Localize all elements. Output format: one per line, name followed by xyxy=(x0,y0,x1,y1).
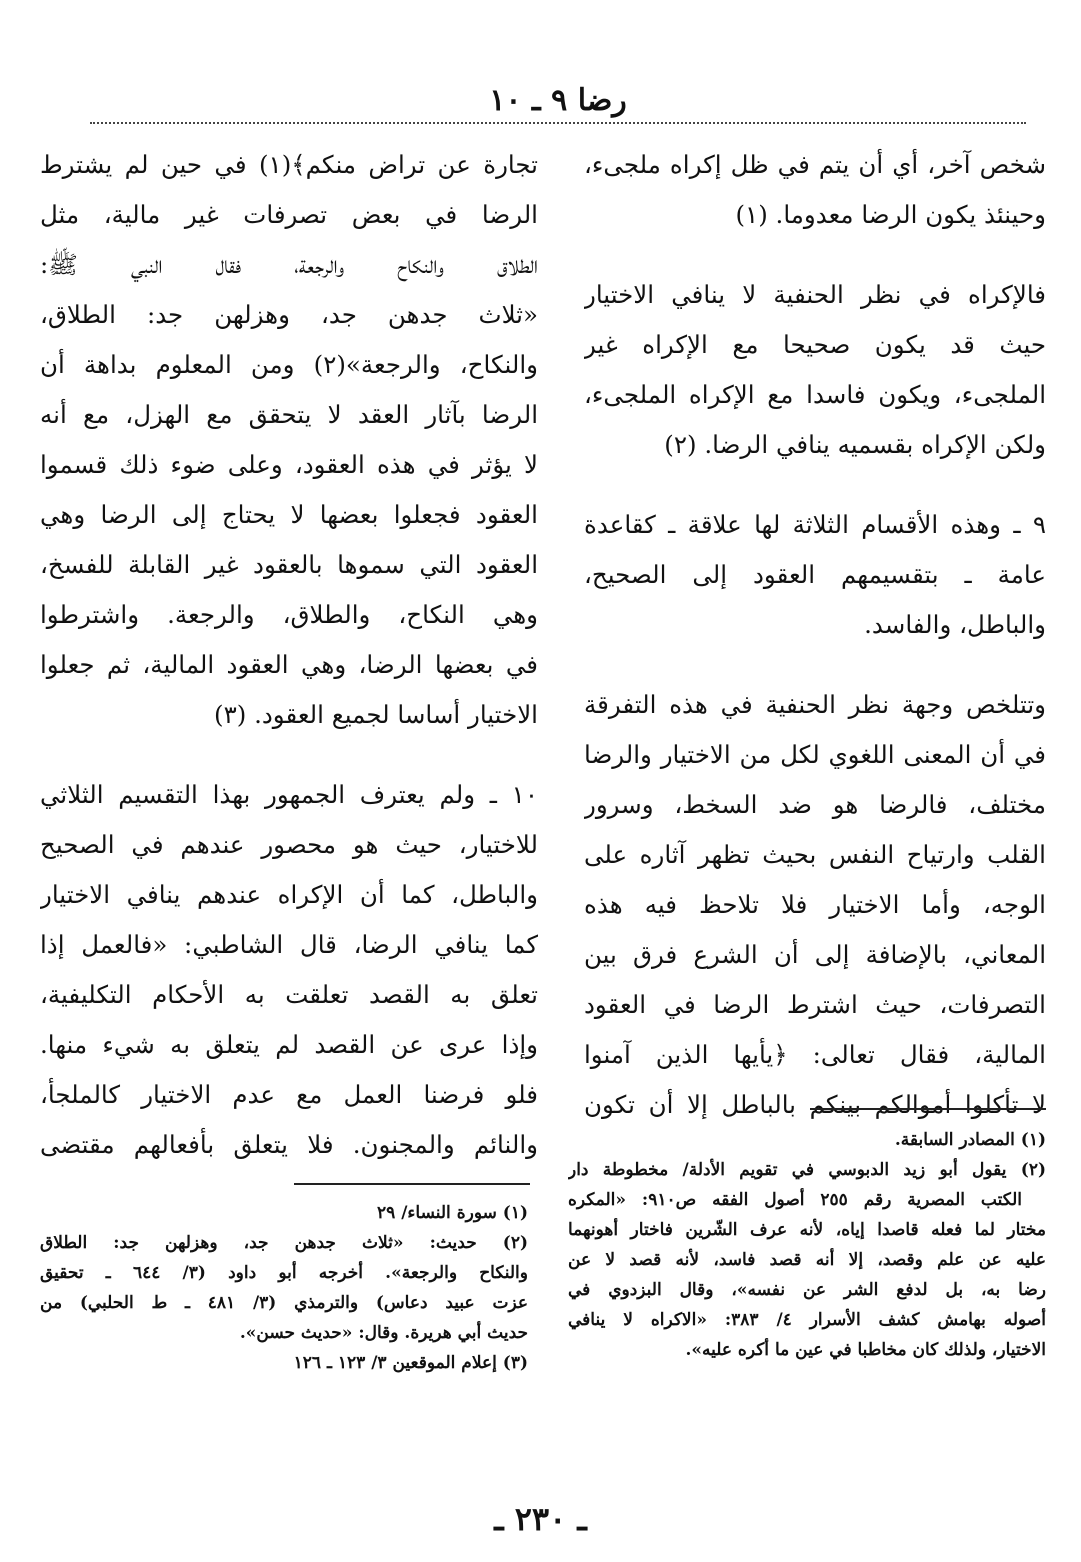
footnote-separator xyxy=(810,1108,1046,1110)
text-line: لا يؤثر في هذه العقود، وعلى ضوء ذلك قسموا xyxy=(40,450,538,479)
left-column xyxy=(40,140,538,1178)
text-line: الرضا في بعض تصرفات غير مالية، مثل xyxy=(40,200,538,229)
page-number: ـ ٢٣٠ ـ xyxy=(494,1500,587,1538)
text-line: الرضا بآثار العقد لا يتحقق مع الهزل، مع أنه xyxy=(40,400,538,429)
text-line: تجارة عن تراض منكم﴾(١) في حين لم يشترط xyxy=(40,150,538,179)
paragraph xyxy=(584,680,1046,1130)
paragraph xyxy=(584,140,1046,240)
text-line: التصرفات، حيث اشترط الرضا في العقود xyxy=(584,990,1046,1019)
text-line: وهي النكاح، والطلاق، والرجعة. واشترطوا xyxy=(40,600,538,629)
footnote-line: (٢) حديث: «ثلاث جدهن جد، وهزلهن جد: الطلاق xyxy=(40,1233,528,1253)
text-line: المعاني، بالإضافة إلى أن الشرع فرق بين xyxy=(584,940,1046,969)
text-line: ١٠ ـ ولم يعترف الجمهور بهذا التقسيم الثلاثي xyxy=(40,780,538,809)
text-line: فلو فرضنا العمل مع عدم الاختيار كالملجأ، xyxy=(40,1080,538,1109)
footnote-line: (٢) يقول أبو زيد الدبوسي في تقويم الأدلة/ مخطوطة دار xyxy=(568,1160,1046,1180)
text-line: الطلاق والنكاح والرجعة، فقال النبي ﷺ: xyxy=(40,250,538,279)
text-line: والباطل، والفاسد. xyxy=(864,610,1046,639)
text-line: والنكاح، والرجعة»(٢) ومن المعلوم بداهة أن xyxy=(40,350,538,379)
text-line: حيث قد يكون صحيحا مع الإكراه غير xyxy=(584,330,1046,359)
right-column xyxy=(584,140,1046,1138)
text-line: شخص آخر، أي أن يتم في ظل إكراه ملجىء، xyxy=(584,150,1046,179)
text-line: ٩ ـ وهذه الأقسام الثلاثة لها علاقة ـ كقاعدة xyxy=(584,510,1046,539)
text-line: ولكن الإكراه بقسميه ينافي الرضا. (٢) xyxy=(664,430,1046,459)
text-line: في بعضها الرضا، وهي العقود المالية، ثم جعلوا xyxy=(40,650,538,679)
text-line: وإذا عرى عن القصد لم يتعلق به شيء منها. xyxy=(40,1030,538,1059)
text-line: العقود التي سموها بالعقود غير القابلة للفسخ، xyxy=(40,550,538,579)
footnote-line: عزت عبيد دعاس) والترمذي (٣/ ٤٨١ ـ ط الحلبي) من xyxy=(40,1293,528,1313)
footnote-line: حديث أبي هريرة. وقال: «حديث حسن». xyxy=(239,1323,528,1343)
paragraph xyxy=(584,270,1046,470)
footnote-line: مختار لما فعله قاصدا إياه، لأنه عرف الشّرين فاختار أهونهما xyxy=(568,1220,1046,1240)
text-line: القلب وارتياح النفس بحيث تظهر آثاره على xyxy=(584,840,1046,869)
text-line: الملجىء، ويكون فاسدا مع الإكراه الملجىء، xyxy=(584,380,1046,409)
text-line: كما ينافي الرضا، قال الشاطبي: «فالعمل إذا xyxy=(40,930,538,959)
text-line: والباطل، كما أن الإكراه عندهم ينافي الاختيار xyxy=(40,880,538,909)
text-line: في أن المعنى اللغوي لكل من الاختيار والرضا xyxy=(584,740,1046,769)
paragraph xyxy=(584,500,1046,650)
footnote-separator xyxy=(294,1183,530,1185)
text-line: وحينئذ يكون الرضا معدوما. (١) xyxy=(735,200,1046,229)
text-line: عامة ـ بتقسيمهم العقود إلى الصحيح، xyxy=(584,560,1046,589)
text-line: للاختيار، حيث هو محصور عندهم في الصحيح xyxy=(40,830,538,859)
text-line: وتتلخص وجهة نظر الحنفية في هذه التفرقة xyxy=(584,690,1046,719)
text-line: تعلق به القصد تعلقت به الأحكام التكليفية، xyxy=(40,980,538,1009)
text-line: لا تأكلوا أموالكم بينكم بالباطل إلا أن تكون xyxy=(584,1090,1046,1119)
footnote-line: الاختيار، ولذلك كان مخاطبا في عين ما أكره عليه». xyxy=(685,1340,1046,1360)
text-line: الوجه، وأما الاختيار فلا تلاحظ فيه هذه xyxy=(584,890,1046,919)
footnote-line: (٣) إعلام الموقعين ٣/ ١٢٣ ـ ١٢٦ xyxy=(293,1353,528,1373)
text-line: والنائم والمجنون. فلا يتعلق بأفعالهم مقتضى xyxy=(40,1130,538,1159)
footnote-line: رضا به، بل لدفع الشر عن نفسه»، وقال البزدوي في xyxy=(568,1280,1046,1300)
running-header xyxy=(90,80,1026,124)
text-line: العقود فجعلوا بعضها لا يحتاج إلى الرضا وهي xyxy=(40,500,538,529)
footnote-line: (١) سورة النساء/ ٢٩ xyxy=(377,1203,528,1223)
paragraph xyxy=(40,140,538,740)
footnote-line: أصوله بهامش كشف الأسرار ٤/ ٣٨٣: «الاكراه لا ينافي xyxy=(568,1310,1046,1330)
footnote-line: (١) المصادر السابقة. xyxy=(894,1130,1046,1150)
footnotes-left xyxy=(40,1198,528,1378)
footnote-line: الكتب المصرية رقم ٢٥٥ أصول الفقه ص٩١٠: «المكره xyxy=(568,1190,1022,1210)
text-line: الاختيار أساسا لجميع العقود. (٣) xyxy=(214,700,538,729)
text-line: «ثلاث جدهن جد، وهزلهن جد: الطلاق، xyxy=(40,300,538,329)
paragraph xyxy=(40,770,538,1170)
footnotes-right xyxy=(568,1125,1046,1365)
footnote-line: عليه عن علم وقصد، إلا أنه قصد فاسد، لأنه قصد لا عن xyxy=(568,1250,1046,1270)
text-line: المالية، فقال تعالى: ﴿يأيها الذين آمنوا xyxy=(584,1040,1046,1069)
text-line: مختلف، فالرضا هو ضد السخط، وسرور xyxy=(584,790,1046,819)
text-line: فالإكراه في نظر الحنفية لا ينافي الاختيار xyxy=(584,280,1046,309)
footnote-line: والنكاح والرجعة». أخرجه أبو داود (٣/ ٦٤٤ ـ تحقيق xyxy=(40,1263,528,1283)
header-title: رضا ٩ ـ ١٠ xyxy=(489,83,627,118)
